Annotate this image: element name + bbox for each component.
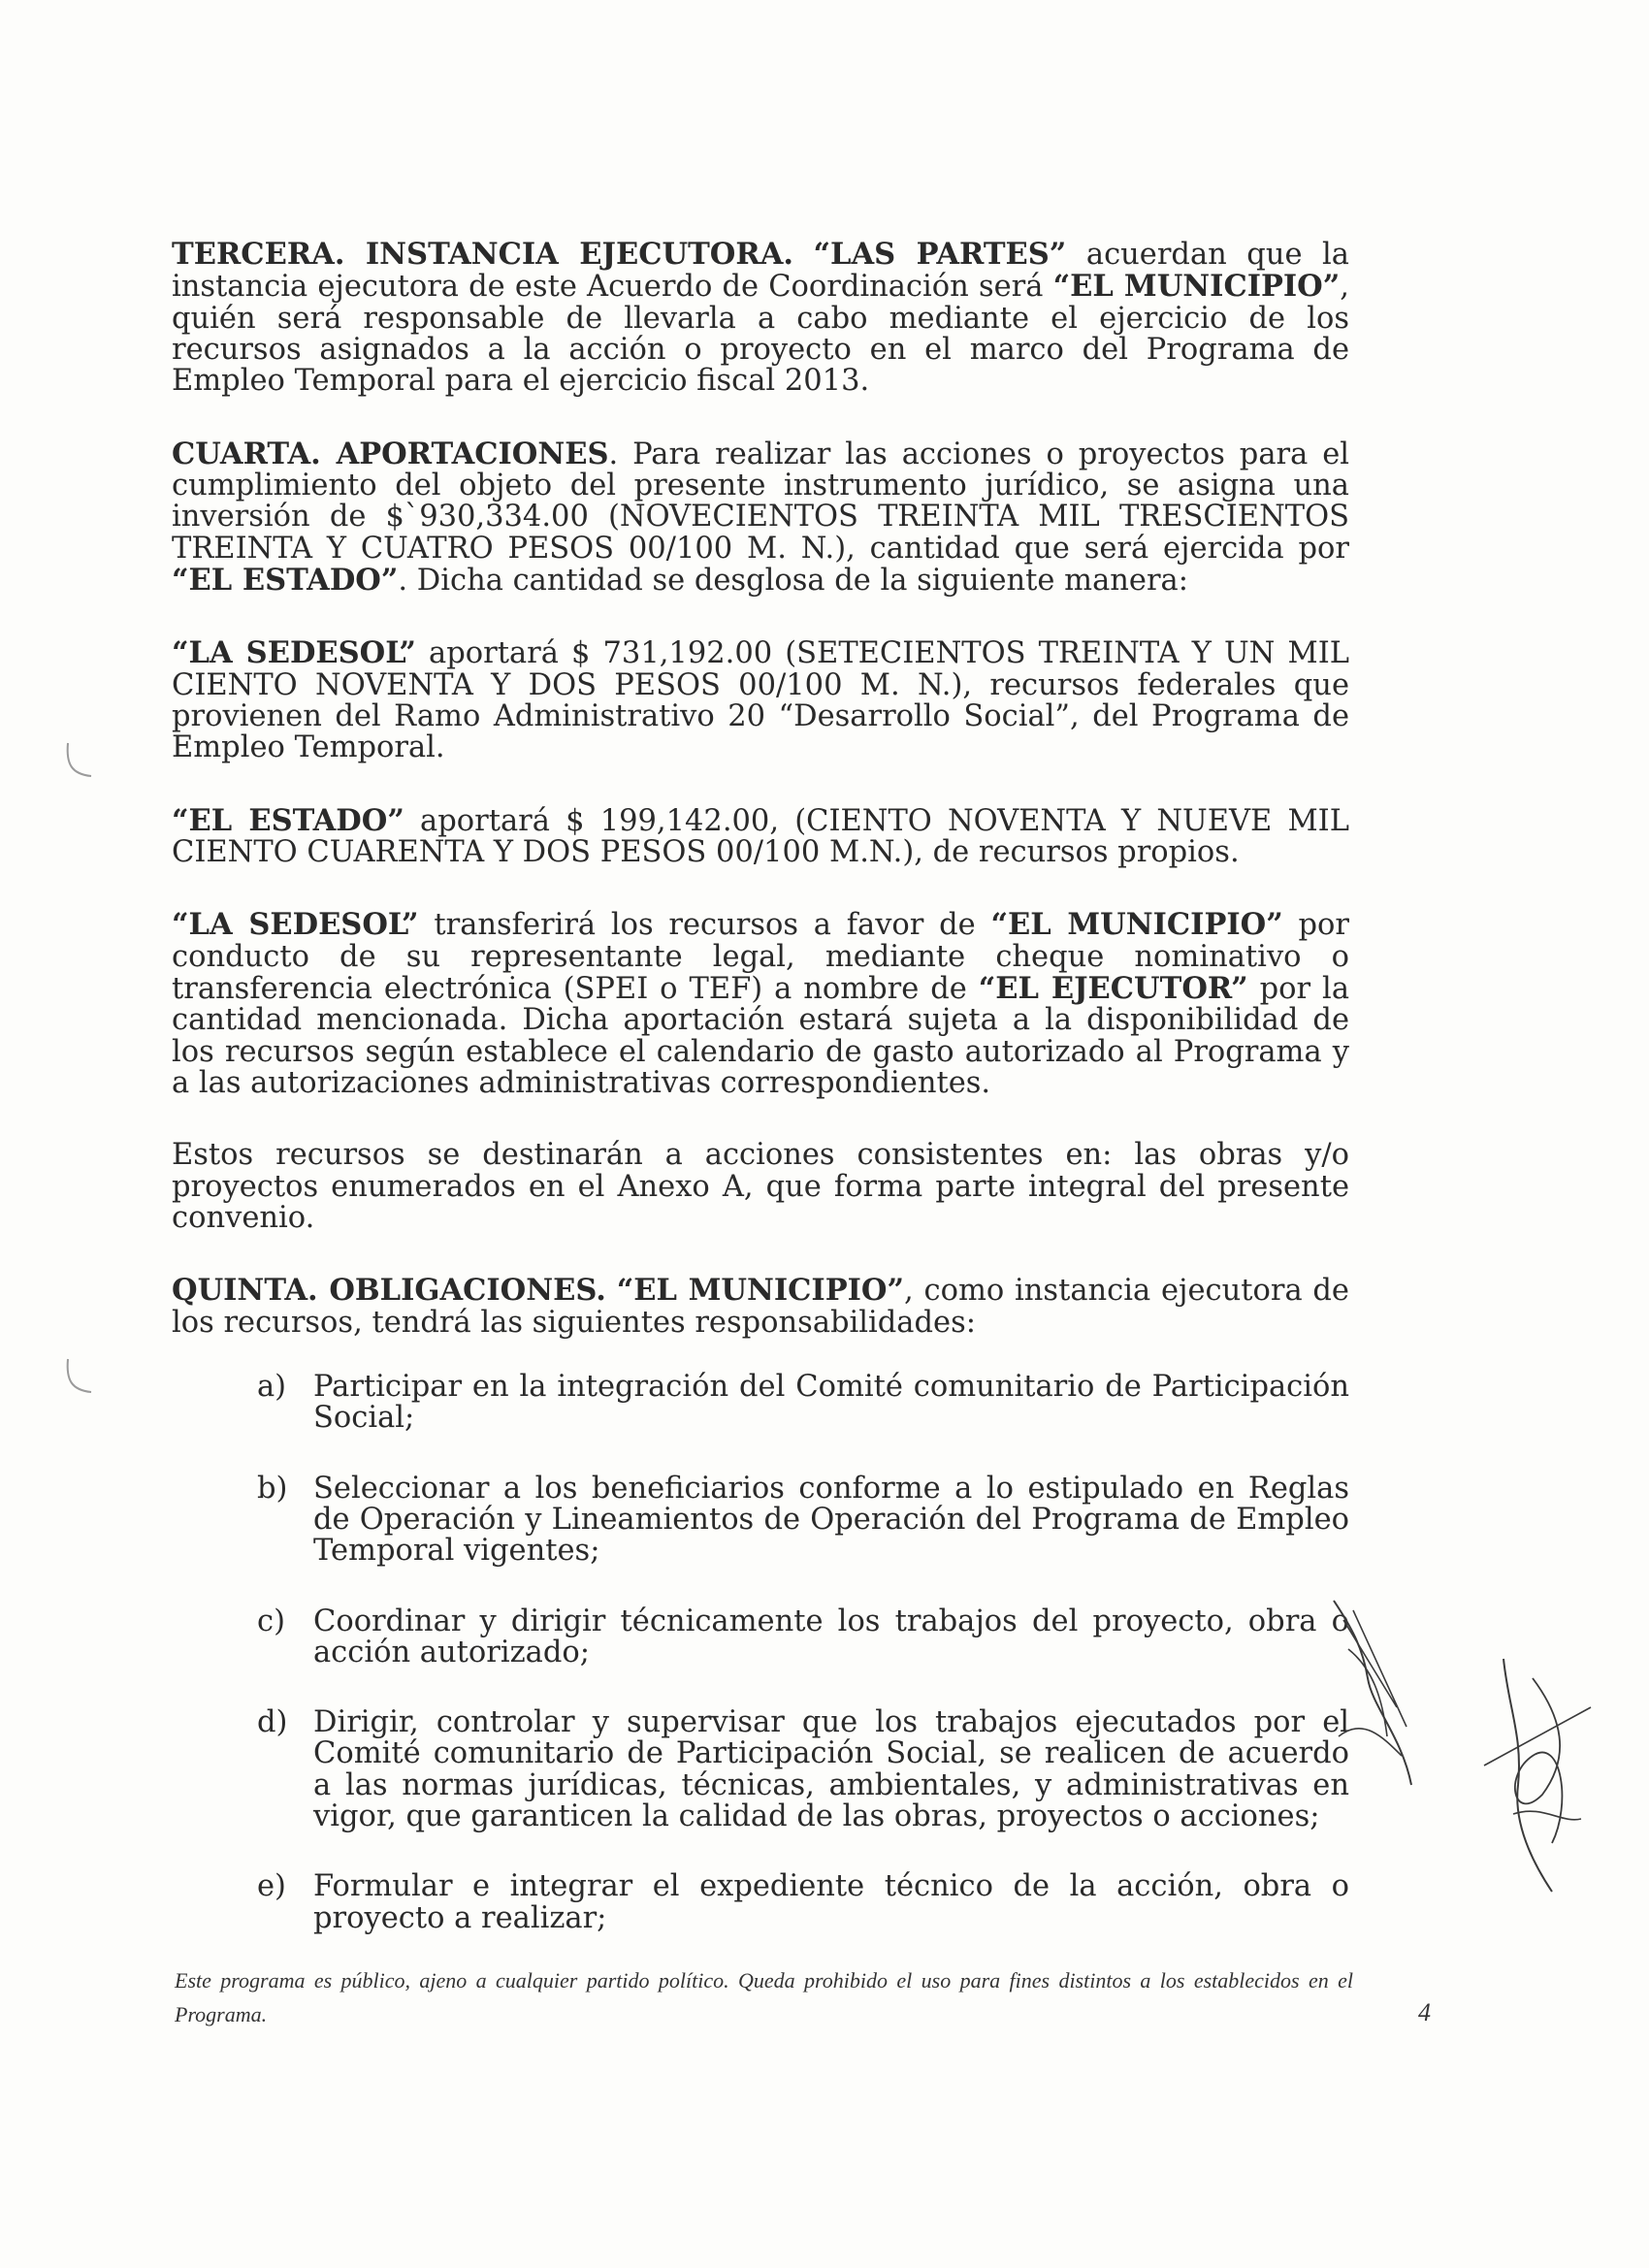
obligations-list xyxy=(172,1369,1349,1935)
margin-tick-mark xyxy=(60,1353,99,1402)
clause-heading: QUINTA. OBLIGACIONES. xyxy=(172,1273,606,1309)
text-run: transferirá los recursos a favor de xyxy=(418,908,991,943)
list-item-text: Formular e integrar el expediente técnico de la acción, obra o proyecto a realizar; xyxy=(313,1869,1349,1935)
party-name: “EL ESTADO” xyxy=(172,802,404,838)
text-run: por conducto de su representante legal, mediante cheque nominativo o transferencia electrónica (SPEI o TEF) a nombre de xyxy=(172,908,1349,1006)
page-number: 4 xyxy=(1418,1998,1431,2026)
text-run: acuerdan que la instancia ejecutora de este Acuerdo de Coordinación será xyxy=(172,238,1349,305)
signature xyxy=(1474,1649,1600,1901)
party-name: “LA SEDESOL” xyxy=(172,635,416,671)
party-name: “EL ESTADO” xyxy=(172,562,399,598)
margin-tick-mark xyxy=(60,737,99,786)
list-marker: d) xyxy=(257,1705,288,1740)
list-item-text: Coordinar y dirigir técnicamente los trabajos del proyecto, obra o acción autorizado; xyxy=(313,1604,1349,1669)
list-marker: b) xyxy=(257,1471,288,1506)
list-item xyxy=(172,1471,1349,1569)
text-run: aportará $ 199,142.00, (CIENTO NOVENTA Y NUEVE MIL CIENTO CUARENTA Y DOS PESOS 00/100 M.N.), de recursos propios. xyxy=(172,803,1349,869)
text-run: , como instancia ejecutora de los recursos, tendrá las siguientes responsabilidades: xyxy=(172,1274,1349,1340)
text-run: . Dicha cantidad se desglosa de la siguiente manera: xyxy=(398,563,1188,598)
text-run: , quién será responsable de llevarla a cabo mediante el ejercicio de los recursos asignados a la acción o proyecto en el marco del Programa de Empleo Temporal para el ejercicio fiscal 2013. xyxy=(172,270,1349,399)
list-marker: e) xyxy=(257,1869,286,1904)
list-item xyxy=(172,1707,1349,1832)
estado-contribution xyxy=(172,802,1349,869)
clause-heading: CUARTA. APORTACIONES xyxy=(172,436,609,471)
resources-destination: Estos recursos se destinarán a acciones consistentes en: las obras y/o proyectos enumerados en el Anexo A, que forma parte integral del presente convenio. xyxy=(172,1138,1349,1235)
clause-tercera xyxy=(172,239,1349,398)
list-marker: c) xyxy=(257,1604,285,1638)
text-run: por la cantidad mencionada. Dicha aportación estará sujeta a la disponibilidad de los recursos según establece el calendario de gasto autorizado al Programa y a las autorizaciones administrativas correspondientes. xyxy=(172,971,1349,1100)
list-item-text: Dirigir, controlar y supervisar que los trabajos ejecutados por el Comité comunitario de Participación Social, se realicen de acuerdo a las normas jurídicas, técnicas, ambientales, y administrativas en vigor, que garanticen la calidad de las obras, proyectos o acciones; xyxy=(313,1705,1349,1834)
clause-quinta xyxy=(172,1275,1349,1339)
sedesol-contribution xyxy=(172,637,1349,763)
party-name: “LA SEDESOL” xyxy=(172,907,419,943)
footer-disclaimer: Este programa es público, ajeno a cualquier partido político. Queda prohibido el uso para fines distintos a los establecidos en el Programa. xyxy=(175,1968,1353,2027)
party-name: “LAS PARTES” xyxy=(813,237,1067,272)
party-name: “EL EJECUTOR” xyxy=(978,970,1248,1006)
list-item xyxy=(172,1606,1349,1669)
text-run xyxy=(606,1274,617,1308)
text-run xyxy=(793,238,814,272)
text-run: . Para realizar las acciones o proyectos para el cumplimiento del objeto del presente instrumento jurídico, se asigna una inversión de $`930,334.00 (NOVECIENTOS TREINTA MIL TRESCIENTOS TREINTA Y CUATRO PESOS 00/100 M. N.), cantidad que será ejercida por xyxy=(172,437,1349,566)
list-item xyxy=(172,1369,1349,1436)
list-item-text: Seleccionar a los beneficiarios conforme a lo estipulado en Reglas de Operación y Lineamientos de Operación del Programa de Empleo Temporal vigentes; xyxy=(313,1471,1349,1569)
list-item xyxy=(172,1871,1349,1934)
party-name: “EL MUNICIPIO” xyxy=(1052,269,1341,305)
list-item-text: Participar en la integración del Comité comunitario de Participación Social; xyxy=(313,1369,1349,1436)
party-name: “EL MUNICIPIO” xyxy=(990,907,1283,943)
list-marker: a) xyxy=(257,1369,287,1404)
text-run: aportará $ 731,192.00 (SETECIENTOS TREINTA Y UN MIL CIENTO NOVENTA Y DOS PESOS 00/100 M. N.), recursos federales que provienen del Ramo Administrativo 20 “Desarrollo Social”, del Programa de Empleo Temporal. xyxy=(172,636,1350,765)
party-name: “EL MUNICIPIO” xyxy=(616,1273,905,1309)
document-body xyxy=(172,239,1349,1973)
clause-heading: TERCERA. INSTANCIA EJECUTORA. xyxy=(172,237,793,272)
clause-cuarta xyxy=(172,438,1349,598)
transfer-paragraph xyxy=(172,909,1349,1099)
signature-initials xyxy=(1314,1591,1421,1795)
